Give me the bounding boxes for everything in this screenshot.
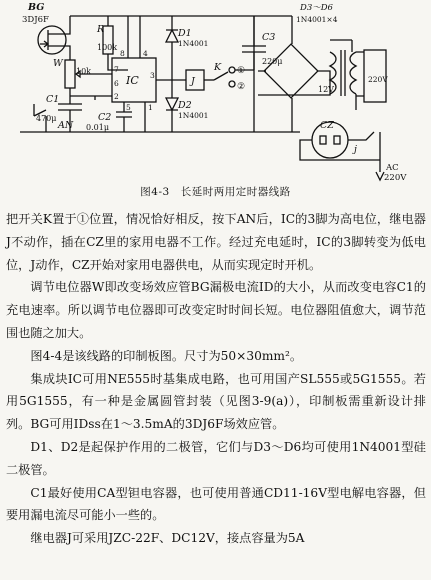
label-c2-value: 0.01μ [86, 123, 110, 132]
label-pos2: ② [237, 82, 246, 92]
label-ac: AC [386, 163, 399, 173]
label-12v: 12V [318, 85, 334, 94]
paragraph: 把开关K置于①位置，情况恰好相反，按下AN后，IC的3脚为高电位，继电器J不动作，插在CZ里的家用电器不工作。经过充电延时，IC的3脚转变为低电位，J动作，CZ开始对家用电器供电，从而实现定时开机。 [6, 212, 426, 272]
label-pin1: 1 [148, 103, 153, 112]
label-w: W [53, 58, 63, 69]
label-ic: IC [126, 74, 139, 87]
paragraph: 集成块IC可用NE555时基集成电路，也可用国产SL555或5G1555。若用5G1555，有一种是金属圆管封装（见图3-9(a)），印制板需重新设计排列。BG可用IDss在1～3.5mA的3DJ6F场效应管。 [6, 371, 426, 432]
label-pin5: 5 [126, 103, 131, 112]
label-cz: CZ [320, 120, 334, 131]
label-r: R [97, 24, 105, 35]
paragraph: 图4-4是该线路的印制板图。尺寸为50×30mm²。 [30, 348, 303, 363]
circuit-diagram [0, 0, 431, 200]
label-c1: C1 [46, 94, 60, 105]
body-text [6, 208, 426, 550]
label-c3-value: 220μ [262, 57, 283, 66]
label-an: AN [58, 120, 74, 131]
label-j-contact: j [354, 144, 357, 155]
label-c1-value: 470μ [36, 114, 57, 123]
label-d2: D2 [178, 100, 192, 111]
label-bg-part: 3DJ6F [22, 15, 49, 25]
label-ac-v: 220V [384, 173, 407, 183]
label-c3: C3 [262, 32, 276, 43]
label-pin4: 4 [143, 49, 148, 58]
paragraph: 调节电位器W即改变场效应管BG漏极电流ID的大小，从而改变电容C1的充电速率。所以调节电位器即可改变定时时间长短。电位器阻值愈大，调节范围也随之加大。 [6, 280, 426, 340]
label-220v: 220V [368, 75, 388, 84]
label-d1: D1 [178, 28, 192, 39]
label-pin7: 7 [114, 65, 119, 74]
label-pin6: 6 [114, 79, 119, 88]
label-r-value: 100k [97, 43, 118, 52]
label-bridge: D3～D6 [300, 3, 333, 13]
paragraph: 继电器J可采用JZC-22F、DC12V，接点容量为5A [30, 531, 305, 546]
label-c2: C2 [98, 112, 112, 123]
bridge-rectifier [264, 44, 318, 98]
paragraph: D1、D2是起保护作用的二极管，它们与D3～D6均可使用1N4001型硅二极管。 [6, 439, 426, 477]
label-d2-part: 1N4001 [178, 111, 209, 120]
label-bridge-part: 1N4001×4 [296, 15, 338, 24]
label-pin3: 3 [150, 71, 155, 80]
label-d1-part: 1N4001 [178, 39, 209, 48]
relay-coil [186, 70, 204, 90]
label-w-value: 10k [76, 67, 92, 76]
label-k: K [214, 62, 222, 73]
label-pin2: 2 [114, 92, 119, 101]
label-pos1: ① [237, 66, 246, 76]
label-bg: BG [28, 2, 45, 13]
jfet-circle [38, 26, 66, 54]
figure-caption: 图4-3 长延时两用定时器线路 [140, 186, 291, 198]
label-j: J [191, 76, 195, 87]
paragraph: C1最好使用CA型钽电容器，也可使用普通CD11-16V型电解电容器，但要用漏电流尽可能小一些的。 [6, 485, 426, 523]
label-pin8: 8 [120, 49, 125, 58]
